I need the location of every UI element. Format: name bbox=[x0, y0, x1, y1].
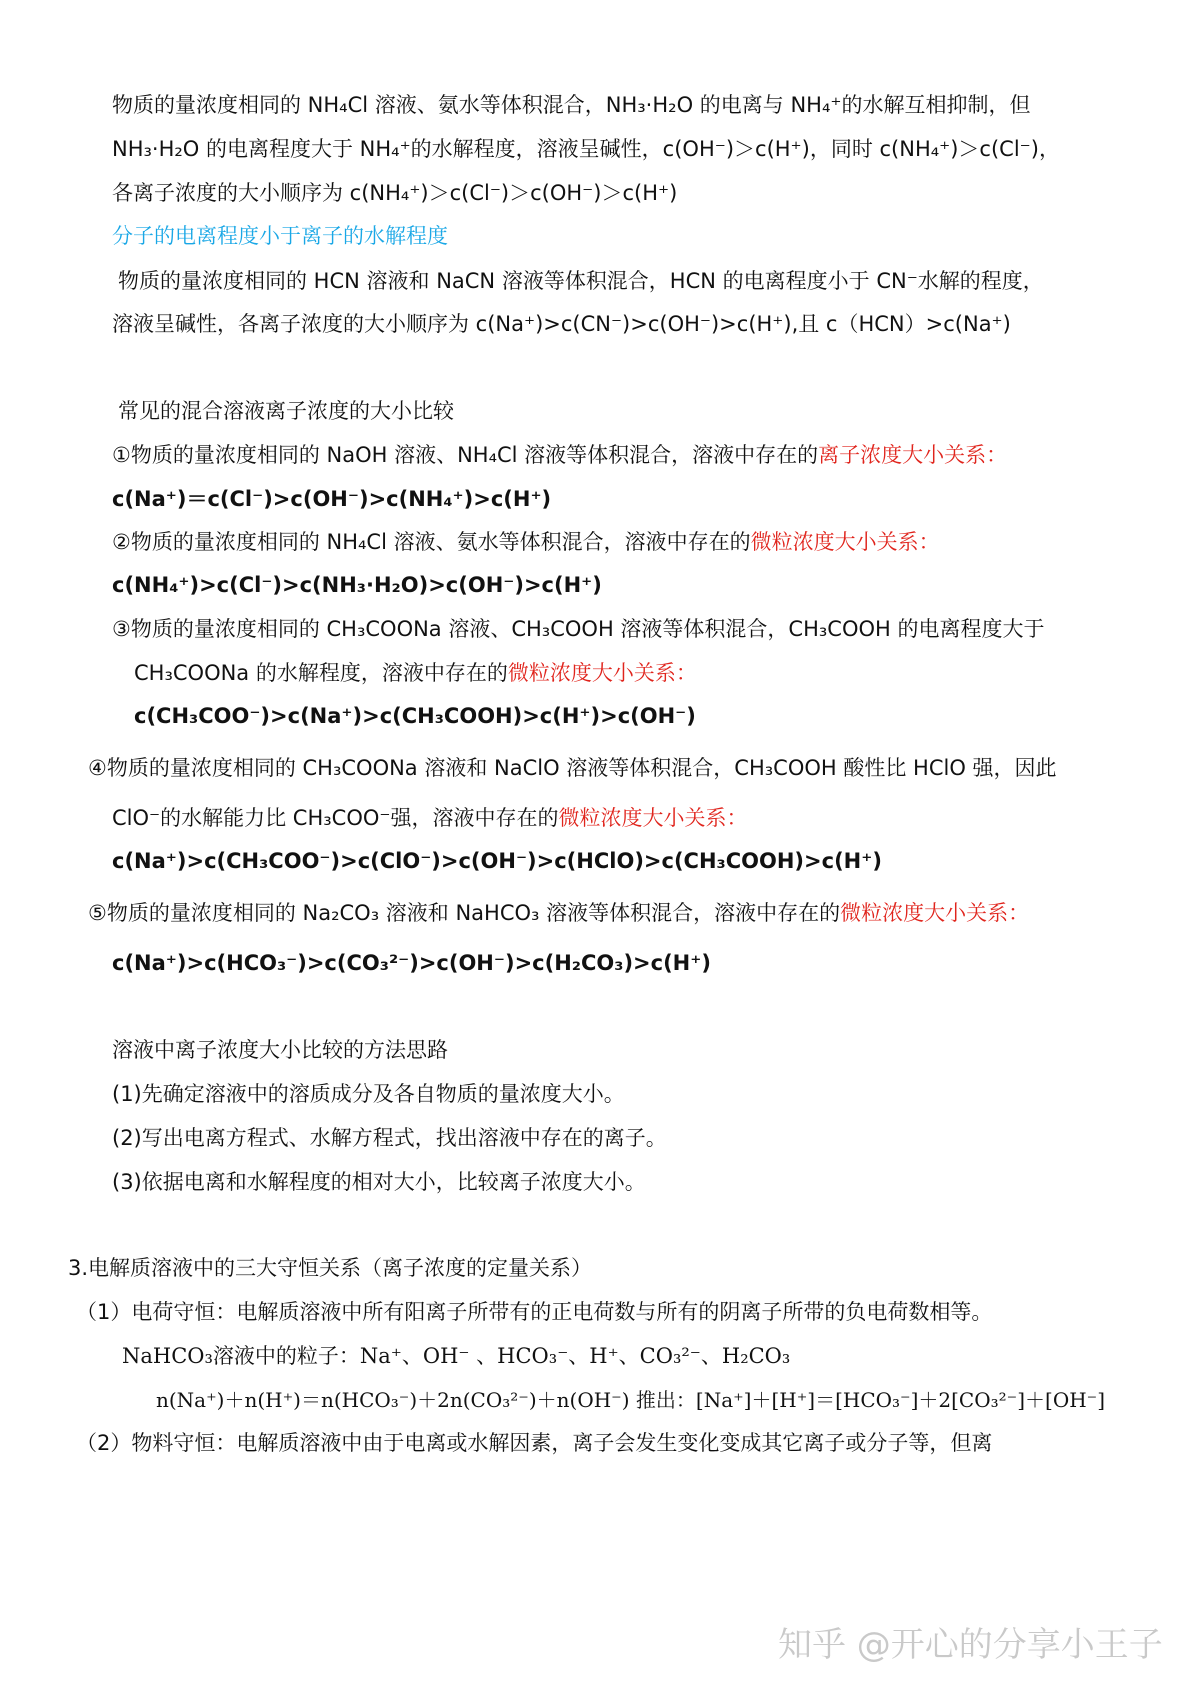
list-item: (3)依据电离和水解程度的相对大小，比较离子浓度大小。 bbox=[112, 1170, 646, 1194]
list-item bbox=[112, 440, 1007, 470]
item-text: ①物质的量浓度相同的 NaOH 溶液、NH₄Cl 溶液等体积混合，溶液中存在的 bbox=[112, 443, 819, 467]
para-line: NaHCO₃溶液中的粒子：Na⁺、OH⁻ 、HCO₃⁻、H⁺、CO₃²⁻、H₂CO₃ bbox=[122, 1344, 791, 1368]
para-line: 溶液呈碱性，各离子浓度的大小顺序为 c(Na⁺)>c(CN⁻)>c(OH⁻)>c(H⁺),且 c（HCN）>c(Na⁺) bbox=[112, 312, 1011, 336]
formula: n(Na⁺)＋n(H⁺)＝n(HCO₃⁻)＋2n(CO₃²⁻)＋n(OH⁻) 推出：[Na⁺]＋[H⁺]＝[HCO₃⁻]＋2[CO₃²⁻]＋[OH⁻] bbox=[156, 1388, 1106, 1412]
list-item: (1)先确定溶液中的溶质成分及各自物质的量浓度大小。 bbox=[112, 1082, 625, 1106]
section-heading: 溶液中离子浓度大小比较的方法思路 bbox=[112, 1038, 448, 1062]
list-item bbox=[134, 658, 697, 688]
list-item bbox=[88, 898, 1029, 928]
formula: c(Na⁺)>c(HCO₃⁻)>c(CO₃²⁻)>c(OH⁻)>c(H₂CO₃)>c(H⁺) bbox=[112, 951, 711, 975]
para-line: 各离子浓度的大小顺序为 c(NH₄⁺)＞c(Cl⁻)＞c(OH⁻)＞c(H⁺) bbox=[112, 181, 678, 205]
list-item: ④物质的量浓度相同的 CH₃COONa 溶液和 NaClO 溶液等体积混合，CH₃COOH 酸性比 HClO 强，因此 bbox=[88, 756, 1057, 780]
highlight-text: 离子浓度大小关系： bbox=[818, 443, 1008, 467]
item-text: ②物质的量浓度相同的 NH₄Cl 溶液、氨水等体积混合，溶液中存在的 bbox=[112, 530, 751, 554]
item-text: CH₃COONa 的水解程度，溶液中存在的 bbox=[134, 661, 508, 685]
section-heading: 分子的电离程度小于离子的水解程度 bbox=[112, 224, 448, 248]
para-line: 物质的量浓度相同的 NH₄Cl 溶液、氨水等体积混合，NH₃·H₂O 的电离与 NH₄⁺的水解互相抑制，但 bbox=[112, 93, 1031, 117]
formula: c(CH₃COO⁻)>c(Na⁺)>c(CH₃COOH)>c(H⁺)>c(OH⁻) bbox=[134, 704, 696, 728]
highlight-text: 微粒浓度大小关系： bbox=[750, 530, 940, 554]
watermark: 知乎 @开心的分享小王子 bbox=[778, 1625, 1163, 1665]
formula: c(Na⁺)>c(CH₃COO⁻)>c(ClO⁻)>c(OH⁻)>c(HClO)>c(CH₃COOH)>c(H⁺) bbox=[112, 849, 882, 873]
list-item bbox=[112, 803, 747, 833]
para-line: （1）电荷守恒：电解质溶液中所有阳离子所带有的正电荷数与所有的阴离子所带的负电荷数相等。 bbox=[76, 1300, 993, 1324]
formula: c(NH₄⁺)>c(Cl⁻)>c(NH₃·H₂O)>c(OH⁻)>c(H⁺) bbox=[112, 573, 602, 597]
section-heading: 常见的混合溶液离子浓度的大小比较 bbox=[118, 399, 454, 423]
para-line: （2）物料守恒：电解质溶液中由于电离或水解因素，离子会发生变化变成其它离子或分子等，但离 bbox=[76, 1431, 993, 1455]
para-line: NH₃·H₂O 的电离程度大于 NH₄⁺的水解程度，溶液呈碱性，c(OH⁻)＞c(H⁺)，同时 c(NH₄⁺)＞c(Cl⁻)， bbox=[112, 137, 1060, 161]
list-item: ③物质的量浓度相同的 CH₃COONa 溶液、CH₃COOH 溶液等体积混合，CH₃COOH 的电离程度大于 bbox=[112, 617, 1045, 641]
list-item: (2)写出电离方程式、水解方程式，找出溶液中存在的离子。 bbox=[112, 1126, 667, 1150]
formula: c(Na⁺)＝c(Cl⁻)>c(OH⁻)>c(NH₄⁺)>c(H⁺) bbox=[112, 487, 552, 511]
item-text: ⑤物质的量浓度相同的 Na₂CO₃ 溶液和 NaHCO₃ 溶液等体积混合，溶液中存在的 bbox=[88, 901, 841, 925]
highlight-text: 微粒浓度大小关系： bbox=[507, 661, 697, 685]
para-line: 物质的量浓度相同的 HCN 溶液和 NaCN 溶液等体积混合，HCN 的电离程度小于 CN⁻水解的程度， bbox=[118, 269, 1044, 293]
item-text: ClO⁻的水解能力比 CH₃COO⁻强，溶液中存在的 bbox=[112, 806, 559, 830]
highlight-text: 微粒浓度大小关系： bbox=[840, 901, 1030, 925]
highlight-text: 微粒浓度大小关系： bbox=[558, 806, 748, 830]
list-item bbox=[112, 527, 940, 557]
section-heading: 3.电解质溶液中的三大守恒关系（离子浓度的定量关系） bbox=[68, 1256, 593, 1280]
